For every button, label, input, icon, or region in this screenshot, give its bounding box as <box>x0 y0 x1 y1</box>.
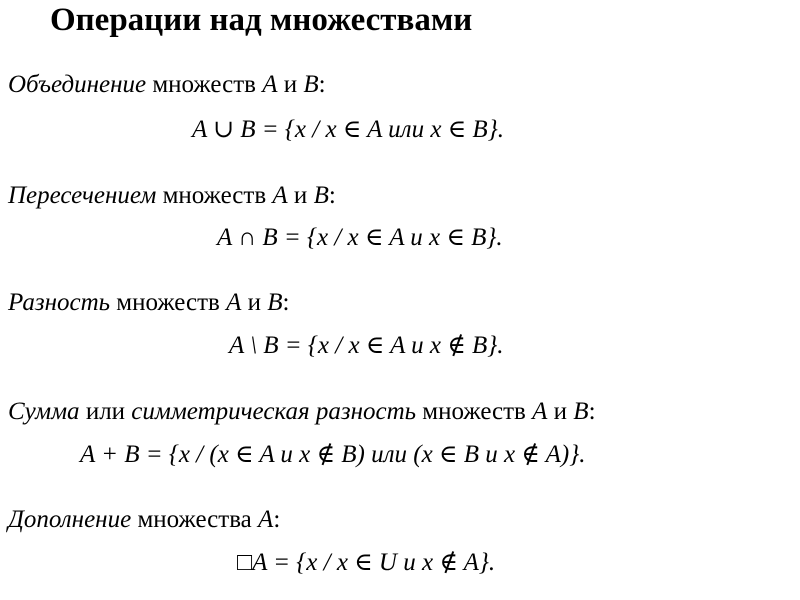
union-colon: : <box>318 71 326 98</box>
union-formula: A ∪ B = {x / x ∈ A или x ∈ B}. <box>192 116 504 143</box>
union-set-a: A <box>262 71 278 98</box>
difference-definition <box>8 287 290 319</box>
union-conj: и <box>277 71 304 98</box>
union-term: Объединение <box>8 71 147 98</box>
intersection-colon: : <box>328 182 336 209</box>
symmetric-difference-term: симметрическая разность <box>131 398 417 425</box>
union-definition <box>8 69 326 101</box>
difference-conj: и <box>241 289 268 316</box>
intersection-definition <box>8 180 336 212</box>
intersection-term: Пересечением <box>8 182 157 209</box>
symmetric-difference-set-a: A <box>532 398 548 425</box>
symmetric-difference-colon: : <box>588 398 596 425</box>
symmetric-difference-set-b: B <box>573 398 589 425</box>
slide-title: Операции над множествами <box>50 2 473 38</box>
complement-colon: : <box>273 506 281 533</box>
symmetric-difference-text: множеств <box>416 398 533 425</box>
intersection-set-b: B <box>313 182 329 209</box>
complement-text: множества <box>131 506 259 533</box>
symmetric-difference-definition <box>8 396 596 428</box>
intersection-set-a: A <box>272 182 288 209</box>
intersection-conj: и <box>287 182 314 209</box>
complement-definition <box>8 504 280 536</box>
intersection-text: множеств <box>156 182 273 209</box>
difference-set-b: B <box>267 289 283 316</box>
symmetric-difference-formula: A + B = {x / (x ∈ A и x ∉ B) или (x ∈ B и x ∉ A)}. <box>80 441 586 468</box>
difference-formula: A \ B = {x / x ∈ A и x ∉ B}. <box>229 332 504 359</box>
difference-set-a: A <box>226 289 242 316</box>
difference-term: Разность <box>8 289 111 316</box>
union-text: множеств <box>146 71 263 98</box>
complement-set-a: A <box>258 506 274 533</box>
difference-text: множеств <box>110 289 227 316</box>
union-set-b: B <box>303 71 319 98</box>
intersection-formula: A ∩ B = {x / x ∈ A и x ∈ B}. <box>217 224 503 251</box>
sum-or-text: или <box>79 398 132 425</box>
sum-term: Сумма <box>8 398 80 425</box>
complement-formula: □A = {x / x ∈ U и x ∉ A}. <box>237 549 496 576</box>
complement-term: Дополнение <box>8 506 132 533</box>
difference-colon: : <box>282 289 290 316</box>
symmetric-difference-conj: и <box>547 398 574 425</box>
